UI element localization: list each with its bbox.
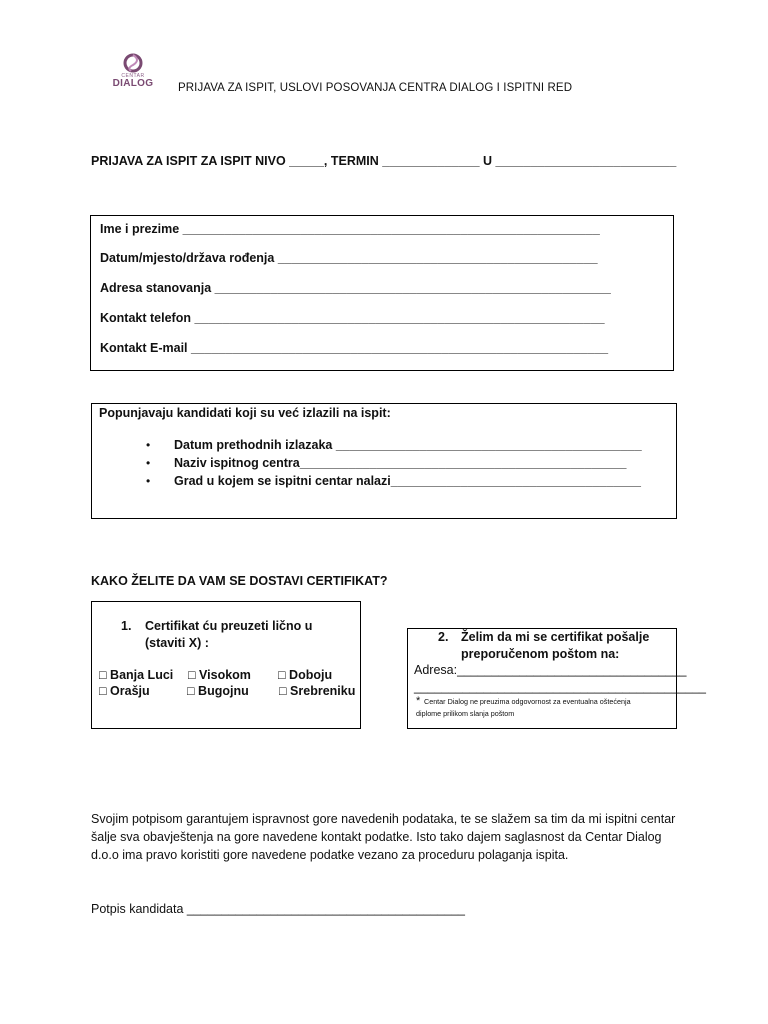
mail-address-field[interactable]: Adresa:_________________________________	[414, 663, 687, 677]
city-label: Orašju	[110, 684, 150, 698]
city-label: Visokom	[199, 668, 251, 682]
previous-attempts-heading: Popunjavaju kandidati koji su već izlazili na ispit:	[99, 406, 391, 420]
mail-disclaimer-line2: diplome prilikom slanja poštom	[416, 709, 515, 718]
pickup-bugojno-option[interactable]	[187, 684, 249, 698]
mail-disclaimer-line1: Centar Dialog ne preuzima odgovornost za eventualna oštećenja	[424, 697, 631, 706]
previous-attempts-box	[91, 403, 677, 519]
option2-line1: Želim da mi se certifikat pošalje	[461, 630, 650, 644]
dialog-logo	[108, 52, 158, 92]
delivery-question: KAKO ŽELITE DA VAM SE DOSTAVI CERTIFIKAT?	[91, 574, 388, 588]
checkbox-icon[interactable]: □	[188, 668, 196, 682]
pickup-visoko-option[interactable]	[188, 668, 251, 682]
option1-number: 1.	[121, 619, 132, 633]
address-field[interactable]: Adresa stanovanja _________________________________________________________	[100, 281, 611, 295]
city-label: Doboju	[289, 668, 333, 682]
city-label: Bugojnu	[198, 684, 249, 698]
pickup-srebrenik-option[interactable]	[279, 684, 355, 698]
checkbox-icon[interactable]: □	[99, 668, 107, 682]
option2-line2: preporučenom poštom na:	[461, 647, 620, 661]
checkbox-icon[interactable]: □	[278, 668, 286, 682]
signature-field[interactable]: Potpis kandidata ________________________________________	[91, 902, 465, 916]
personal-data-box	[90, 215, 674, 371]
checkbox-icon[interactable]: □	[279, 684, 287, 698]
pickup-doboj-option[interactable]	[278, 668, 332, 682]
note-asterisk: *	[416, 695, 421, 707]
option1-line1: Certifikat ću preuzeti lično u	[145, 619, 313, 633]
exam-registration-line[interactable]: PRIJAVA ZA ISPIT ZA ISPIT NIVO _____, TERMIN ______________ U __________________________	[91, 154, 677, 168]
option1-line2: (staviti X) :	[145, 636, 209, 650]
city-label: Srebreniku	[290, 684, 356, 698]
pickup-option-box	[91, 601, 361, 729]
logo-swirl-icon	[121, 52, 145, 74]
logo-small-text: CENTAR	[121, 73, 145, 79]
name-field[interactable]: Ime i prezime ____________________________________________________________	[100, 222, 600, 236]
mail-option-box	[407, 628, 706, 729]
phone-field[interactable]: Kontakt telefon ___________________________________________________________	[100, 311, 605, 325]
previous-center-field[interactable]: Naziv ispitnog centra_______________________________________________	[174, 456, 627, 470]
checkbox-icon[interactable]: □	[187, 684, 195, 698]
pickup-orasje-option[interactable]	[99, 684, 150, 698]
mail-address-field-2[interactable]: __________________________________________	[414, 680, 706, 694]
logo-brand-text: DIALOG	[112, 78, 154, 89]
previous-city-field[interactable]: Grad u kojem se ispitni centar nalazi____________________________________	[174, 474, 642, 488]
option2-number: 2.	[438, 630, 449, 644]
bullet-icon: •	[146, 438, 151, 452]
email-field[interactable]: Kontakt E-mail ____________________________________________________________	[100, 341, 609, 355]
previous-date-field[interactable]: Datum prethodnih izlazaka ____________________________________________	[174, 438, 642, 452]
checkbox-icon[interactable]: □	[99, 684, 107, 698]
consent-paragraph: Svojim potpisom garantujem ispravnost gore navedenih podataka, te se slažem sa tim da mi ispitni centar šalje sva obavještenja na gore navedene kontakt podatke. Isto tako dajem saglasnost da Centar Dialog d.o.o ima pravo koristiti gore navedene podatke vezano za proceduru polaganja ispita.	[91, 812, 676, 862]
document-title: PRIJAVA ZA ISPIT, USLOVI POSOVANJA CENTRA DIALOG I ISPITNI RED	[178, 82, 573, 94]
birth-field[interactable]: Datum/mjesto/država rođenja ______________________________________________	[100, 251, 598, 265]
bullet-icon: •	[146, 474, 151, 488]
pickup-banja-luka-option[interactable]	[99, 668, 173, 682]
bullet-icon: •	[146, 456, 151, 470]
city-label: Banja Luci	[110, 668, 174, 682]
